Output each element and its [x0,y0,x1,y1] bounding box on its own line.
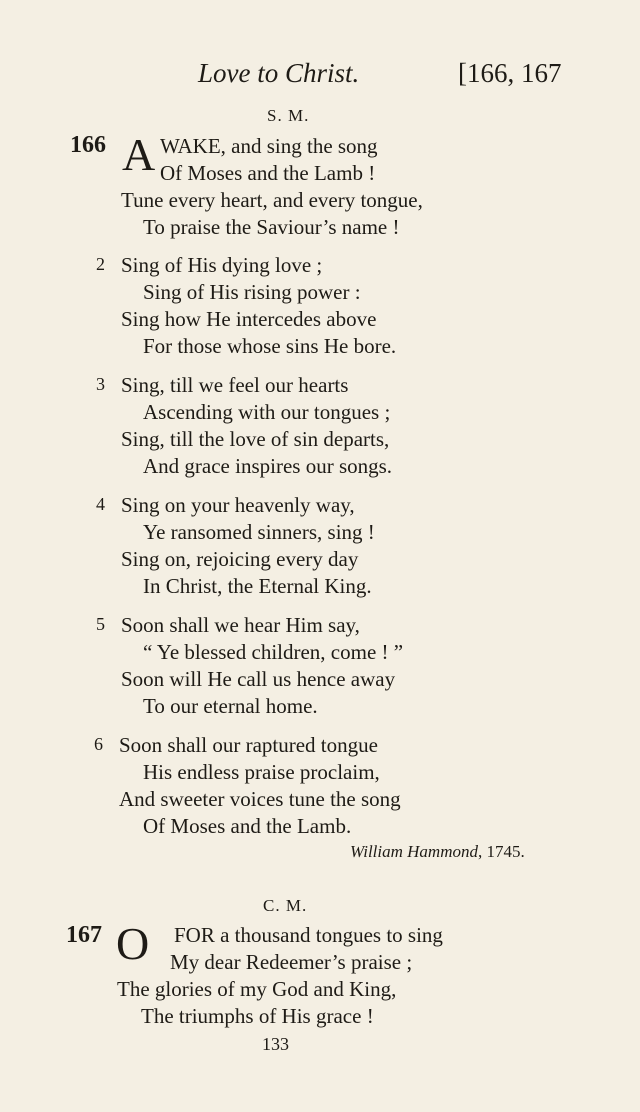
verse-line: “ Ye blessed children, come ! ” [143,640,404,664]
drop-cap-167: O [116,918,150,969]
verse-line: Ye ransomed sinners, sing ! [143,520,375,544]
page-number: 133 [262,1034,289,1054]
stanza-number: 2 [96,254,105,274]
verse-line: Sing on, rejoicing every day [121,547,359,571]
verse-line: To our eternal home. [143,694,318,718]
hymn-number-167: 167 [66,922,102,948]
running-title: Love to Christ. [198,58,360,88]
verse-line: Soon shall we hear Him say, [121,613,360,637]
verse-line: Sing of His rising power : [143,280,361,304]
verse-line: In Christ, the Eternal King. [143,574,372,598]
verse-line: Tune every heart, and every tongue, [121,188,423,212]
attribution [350,842,525,862]
verse-line: Of Moses and the Lamb. [143,814,352,838]
verse-line: And sweeter voices tune the song [119,787,401,811]
verse-line: Soon shall our raptured tongue [119,733,378,757]
stanza-number: 5 [96,614,105,634]
meter-166: S. M. [267,106,310,125]
verse-line: Sing on your heavenly way, [121,493,355,517]
meter-167: C. M. [263,896,308,915]
stanza-number: 4 [96,494,105,514]
author-name: William Hammond [350,842,478,861]
verse-line: Of Moses and the Lamb ! [160,161,376,185]
verse-line: Sing, till the love of sin departs, [121,427,390,451]
first-line-166: WAKE, and sing the song [160,134,378,158]
stanza-number: 6 [94,734,103,754]
author-year: , 1745. [477,842,525,861]
verse-line: The glories of my God and King, [117,977,397,1001]
verse-line: Sing how He intercedes above [121,307,377,331]
verse-line: Ascending with our tongues ; [143,400,391,424]
hymn-number-166: 166 [70,132,106,158]
first-line-167: FOR a thousand tongues to sing [174,923,443,947]
verse-line: Soon will He call us hence away [121,667,396,691]
verse-line: And grace inspires our songs. [143,454,393,478]
verse-line: His endless praise proclaim, [143,760,380,784]
hymn-range: [166, 167 [458,58,562,88]
drop-cap-166: A [122,129,156,180]
verse-line: My dear Redeemer’s praise ; [170,950,413,974]
verse-line: Sing, till we feel our hearts [121,373,349,397]
verse-line: The triumphs of His grace ! [141,1004,374,1028]
verse-line: For those whose sins He bore. [143,334,397,358]
stanza-number: 3 [96,374,105,394]
verse-line: Sing of His dying love ; [121,253,323,277]
verse-line: To praise the Saviour’s name ! [143,215,400,239]
